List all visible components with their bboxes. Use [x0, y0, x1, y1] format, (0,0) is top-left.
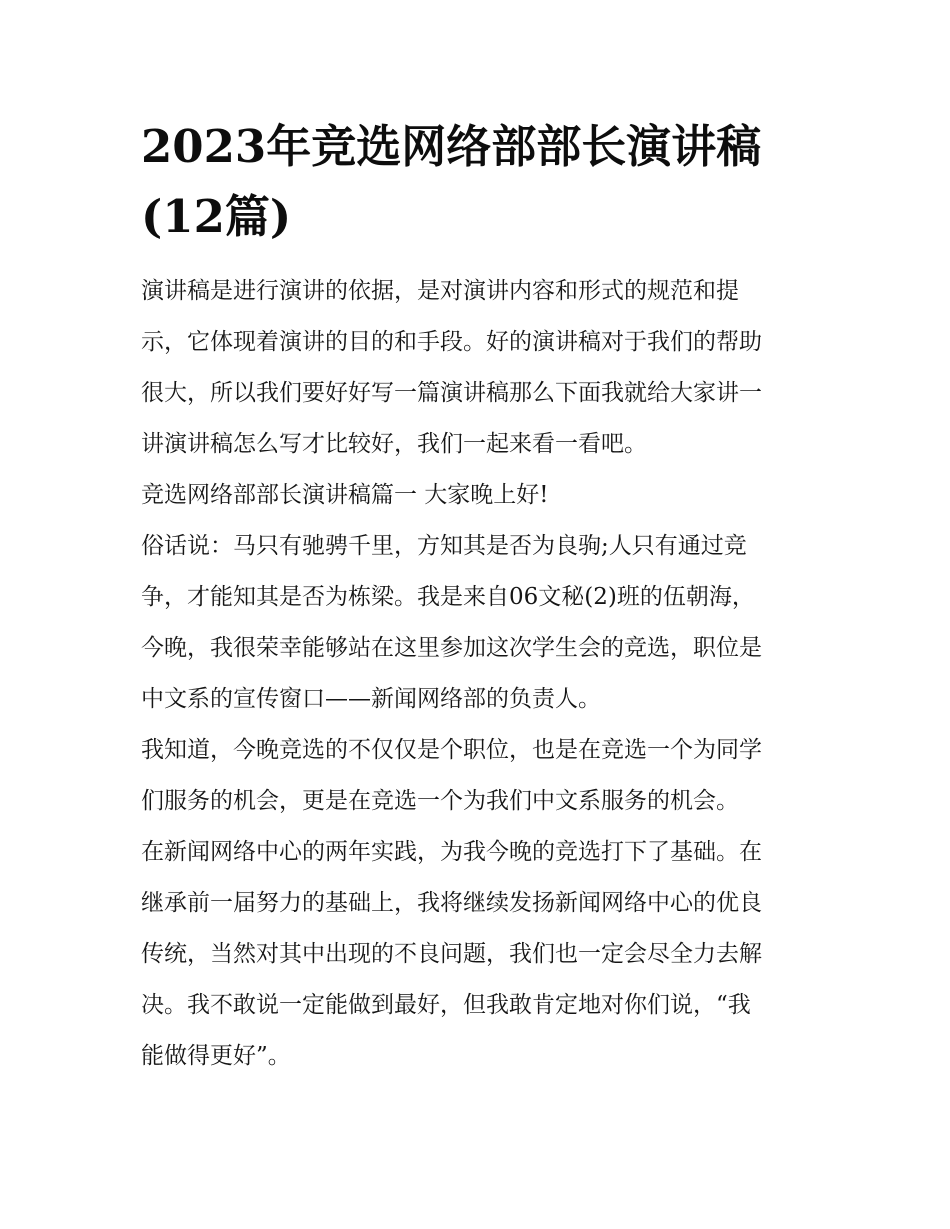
text-line: 在新闻网络中心的两年实践，为我今晚的竞选打下了基础。在	[141, 839, 762, 865]
text-line: 能做得更好”。	[141, 1043, 291, 1069]
text-line: 继承前一届努力的基础上，我将继续发扬新闻网络中心的优良	[141, 890, 762, 916]
text-line: 很大，所以我们要好好写一篇演讲稿那么下面我就给大家讲一	[141, 380, 762, 406]
text-line: 决。我不敢说一定能做到最好，但我敢肯定地对你们说，“我	[141, 992, 751, 1018]
paragraph-experience	[141, 827, 813, 1082]
text-line: 竞选网络部部长演讲稿篇一 大家晚上好!	[141, 482, 549, 508]
paragraph-purpose	[141, 725, 813, 827]
text-line: 争，才能知其是否为栋梁。我是来自06文秘(2)班的伍朝海，	[141, 584, 755, 610]
title-line: (12篇)	[141, 190, 292, 243]
text-line: 中文系的宣传窗口——新闻网络部的负责人。	[141, 686, 601, 712]
title-line: 2023年竞选网络部部长演讲稿	[141, 120, 762, 173]
document-content	[141, 112, 813, 1082]
text-line: 俗话说：马只有驰骋千里，方知其是否为良驹;人只有通过竞	[141, 533, 747, 559]
paragraph-intro	[141, 266, 813, 470]
document-body	[141, 266, 813, 1082]
text-line: 们服务的机会，更是在竞选一个为我们中文系服务的机会。	[141, 788, 739, 814]
document-title	[141, 112, 813, 252]
text-line: 讲演讲稿怎么写才比较好，我们一起来看一看吧。	[141, 431, 647, 457]
text-line: 传统，当然对其中出现的不良问题，我们也一定会尽全力去解	[141, 941, 762, 967]
paragraph-introduction-self	[141, 521, 813, 725]
text-line: 我知道，今晚竞选的不仅仅是个职位，也是在竞选一个为同学	[141, 737, 762, 763]
text-line: 示，它体现着演讲的目的和手段。好的演讲稿对于我们的帮助	[141, 329, 762, 355]
paragraph-section-heading	[141, 470, 813, 521]
text-line: 演讲稿是进行演讲的依据，是对演讲内容和形式的规范和提	[141, 278, 739, 304]
text-line: 今晚，我很荣幸能够站在这里参加这次学生会的竞选，职位是	[141, 635, 762, 661]
